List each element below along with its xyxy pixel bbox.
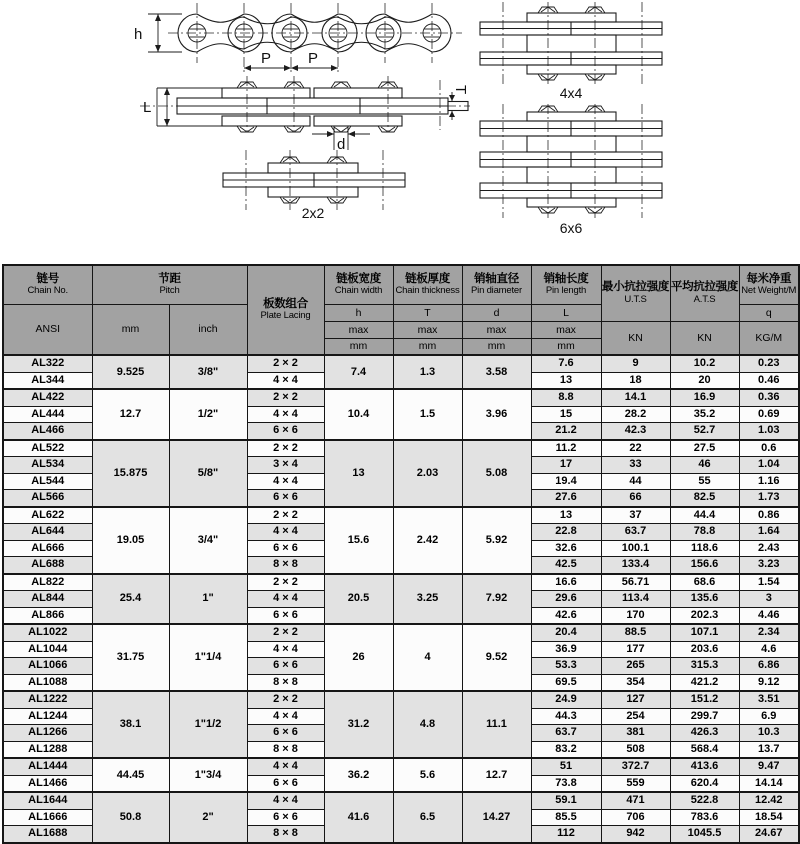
chain-width-cell: 7.4 bbox=[324, 355, 393, 389]
pitch-inch-cell: 1/2" bbox=[169, 389, 247, 440]
plate-lacing-cell: 2 × 2 bbox=[247, 389, 324, 406]
chain-no-cell: AL844 bbox=[3, 591, 92, 608]
dim-label-t: T bbox=[452, 85, 469, 95]
net-weight-cell: 1.54 bbox=[739, 574, 799, 591]
net-weight-cell: 1.03 bbox=[739, 423, 799, 440]
chain-no-cell: AL422 bbox=[3, 389, 92, 406]
diagram-section bbox=[0, 0, 800, 264]
chain-thickness-cell: 1.5 bbox=[393, 389, 462, 440]
header-pitch-mm: mm bbox=[92, 305, 169, 356]
pitch-mm-cell: 19.05 bbox=[92, 507, 169, 574]
lacing-6x6-label: 6x6 bbox=[559, 220, 583, 236]
pin-diameter-cell: 5.08 bbox=[462, 440, 531, 507]
header-plate-lacing-en: Plate Lacing bbox=[260, 310, 311, 322]
net-weight-cell: 3.51 bbox=[739, 691, 799, 708]
chain-width-cell: 41.6 bbox=[324, 792, 393, 843]
header-net-weight-en: Net Weight/M bbox=[741, 285, 797, 297]
header-pitch-en: Pitch bbox=[159, 285, 180, 297]
pin-diameter-cell: 14.27 bbox=[462, 792, 531, 843]
pin-length-cell: 22.8 bbox=[531, 524, 601, 541]
lacing-2x2-label: 2x2 bbox=[301, 205, 325, 221]
pitch-mm-cell: 44.45 bbox=[92, 758, 169, 792]
chain-no-cell: AL1222 bbox=[3, 691, 92, 708]
header-chain-thickness-en: Chain thickness bbox=[395, 285, 460, 297]
chain-no-cell: AL1066 bbox=[3, 658, 92, 675]
chain-no-cell: AL1088 bbox=[3, 674, 92, 691]
dim-label-d: d bbox=[337, 136, 346, 153]
net-weight-cell: 4.46 bbox=[739, 607, 799, 624]
net-weight-cell: 12.42 bbox=[739, 792, 799, 809]
header-net-weight bbox=[739, 265, 799, 305]
plate-lacing-cell: 6 × 6 bbox=[247, 809, 324, 826]
uts-cell: 254 bbox=[601, 708, 670, 725]
uts-cell: 265 bbox=[601, 658, 670, 675]
pitch-mm-cell: 12.7 bbox=[92, 389, 169, 440]
pin-length-cell: 20.4 bbox=[531, 624, 601, 641]
plate-lacing-cell: 2 × 2 bbox=[247, 440, 324, 457]
header-unit-d: mm bbox=[462, 339, 531, 356]
header-unit-h: mm bbox=[324, 339, 393, 356]
ats-cell: 783.6 bbox=[670, 809, 739, 826]
chain-width-cell: 15.6 bbox=[324, 507, 393, 574]
net-weight-cell: 10.3 bbox=[739, 725, 799, 742]
plate-lacing-cell: 6 × 6 bbox=[247, 607, 324, 624]
uts-cell: 508 bbox=[601, 741, 670, 758]
spec-table-body bbox=[3, 355, 799, 843]
net-weight-cell: 6.9 bbox=[739, 708, 799, 725]
chain-thickness-cell: 2.03 bbox=[393, 440, 462, 507]
ats-cell: 203.6 bbox=[670, 641, 739, 658]
pitch-inch-cell: 2" bbox=[169, 792, 247, 843]
ats-cell: 413.6 bbox=[670, 758, 739, 775]
header-max-l: max bbox=[531, 322, 601, 339]
dim-label-h: h bbox=[134, 26, 143, 43]
pitch-inch-cell: 1"1/4 bbox=[169, 624, 247, 691]
lacing-4x4-diagram bbox=[480, 2, 662, 101]
net-weight-cell: 0.23 bbox=[739, 355, 799, 372]
header-sym-d: d bbox=[462, 305, 531, 322]
uts-cell: 22 bbox=[601, 440, 670, 457]
chain-no-cell: AL1044 bbox=[3, 641, 92, 658]
ats-cell: 68.6 bbox=[670, 574, 739, 591]
header-ats-unit: KN bbox=[670, 322, 739, 356]
plate-lacing-cell: 6 × 6 bbox=[247, 423, 324, 440]
ats-cell: 27.5 bbox=[670, 440, 739, 457]
uts-cell: 113.4 bbox=[601, 591, 670, 608]
pin-length-cell: 21.2 bbox=[531, 423, 601, 440]
plate-lacing-cell: 2 × 2 bbox=[247, 624, 324, 641]
chain-no-cell: AL466 bbox=[3, 423, 92, 440]
plate-lacing-cell: 2 × 2 bbox=[247, 691, 324, 708]
header-pin-length bbox=[531, 265, 601, 305]
header-plate-lacing bbox=[247, 265, 324, 355]
pin-length-cell: 36.9 bbox=[531, 641, 601, 658]
header-pitch-zh: 节距 bbox=[158, 272, 181, 285]
header-ansi: ANSI bbox=[3, 305, 92, 356]
uts-cell: 44 bbox=[601, 473, 670, 490]
uts-cell: 942 bbox=[601, 826, 670, 843]
chain-width-cell: 13 bbox=[324, 440, 393, 507]
header-pin-diameter-zh: 销轴直径 bbox=[474, 272, 519, 285]
plate-lacing-cell: 6 × 6 bbox=[247, 775, 324, 792]
ats-cell: 52.7 bbox=[670, 423, 739, 440]
plate-lacing-cell: 4 × 4 bbox=[247, 758, 324, 775]
header-uts-en: U.T.S bbox=[624, 293, 647, 305]
net-weight-cell: 9.12 bbox=[739, 674, 799, 691]
uts-cell: 9 bbox=[601, 355, 670, 372]
header-net-weight-zh: 每米净重 bbox=[746, 272, 792, 285]
net-weight-cell: 1.04 bbox=[739, 457, 799, 474]
plate-lacing-cell: 8 × 8 bbox=[247, 557, 324, 574]
header-unit-t: mm bbox=[393, 339, 462, 356]
net-weight-cell: 6.86 bbox=[739, 658, 799, 675]
pin-length-cell: 59.1 bbox=[531, 792, 601, 809]
plate-lacing-cell: 4 × 4 bbox=[247, 708, 324, 725]
net-weight-cell: 0.86 bbox=[739, 507, 799, 524]
ats-cell: 299.7 bbox=[670, 708, 739, 725]
uts-cell: 37 bbox=[601, 507, 670, 524]
table-row bbox=[3, 792, 799, 809]
pin-length-cell: 51 bbox=[531, 758, 601, 775]
plate-lacing-cell: 4 × 4 bbox=[247, 641, 324, 658]
net-weight-cell: 2.34 bbox=[739, 624, 799, 641]
plate-lacing-cell: 4 × 4 bbox=[247, 524, 324, 541]
chain-thickness-cell: 5.6 bbox=[393, 758, 462, 792]
chain-no-cell: AL344 bbox=[3, 372, 92, 389]
chain-no-cell: AL666 bbox=[3, 540, 92, 557]
pin-length-cell: 29.6 bbox=[531, 591, 601, 608]
uts-cell: 177 bbox=[601, 641, 670, 658]
ats-cell: 55 bbox=[670, 473, 739, 490]
pitch-inch-cell: 1" bbox=[169, 574, 247, 625]
pin-length-cell: 69.5 bbox=[531, 674, 601, 691]
ats-cell: 421.2 bbox=[670, 674, 739, 691]
net-weight-cell: 3.23 bbox=[739, 557, 799, 574]
chain-thickness-cell: 4 bbox=[393, 624, 462, 691]
header-sym-h: h bbox=[324, 305, 393, 322]
net-weight-cell: 3 bbox=[739, 591, 799, 608]
uts-cell: 18 bbox=[601, 372, 670, 389]
chain-no-cell: AL522 bbox=[3, 440, 92, 457]
pitch-mm-cell: 15.875 bbox=[92, 440, 169, 507]
plate-lacing-cell: 6 × 6 bbox=[247, 725, 324, 742]
pin-diameter-cell: 12.7 bbox=[462, 758, 531, 792]
uts-cell: 170 bbox=[601, 607, 670, 624]
plate-lacing-cell: 4 × 4 bbox=[247, 406, 324, 423]
header-pin-length-zh: 销轴长度 bbox=[543, 272, 589, 285]
chain-no-cell: AL1466 bbox=[3, 775, 92, 792]
header-chain-no-zh: 链号 bbox=[36, 272, 59, 285]
table-row bbox=[3, 440, 799, 457]
pin-length-cell: 83.2 bbox=[531, 741, 601, 758]
ats-cell: 1045.5 bbox=[670, 826, 739, 843]
plate-lacing-cell: 2 × 2 bbox=[247, 355, 324, 372]
uts-cell: 63.7 bbox=[601, 524, 670, 541]
pin-length-cell: 27.6 bbox=[531, 490, 601, 507]
ats-cell: 82.5 bbox=[670, 490, 739, 507]
ats-cell: 44.4 bbox=[670, 507, 739, 524]
header-ats bbox=[670, 265, 739, 322]
uts-cell: 56.71 bbox=[601, 574, 670, 591]
chain-thickness-cell: 1.3 bbox=[393, 355, 462, 389]
plate-lacing-cell: 2 × 2 bbox=[247, 574, 324, 591]
chain-no-cell: AL822 bbox=[3, 574, 92, 591]
uts-cell: 559 bbox=[601, 775, 670, 792]
chain-thickness-cell: 4.8 bbox=[393, 691, 462, 758]
ats-cell: 46 bbox=[670, 457, 739, 474]
pin-length-cell: 8.8 bbox=[531, 389, 601, 406]
pin-length-cell: 73.8 bbox=[531, 775, 601, 792]
chain-thickness-cell: 2.42 bbox=[393, 507, 462, 574]
dim-label-p-left: P bbox=[261, 50, 272, 67]
header-chain-no-en: Chain No. bbox=[27, 285, 68, 297]
header-sym-l: L bbox=[531, 305, 601, 322]
header-plate-lacing-zh: 板数组合 bbox=[263, 297, 308, 310]
ats-cell: 426.3 bbox=[670, 725, 739, 742]
uts-cell: 100.1 bbox=[601, 540, 670, 557]
ats-cell: 118.6 bbox=[670, 540, 739, 557]
lacing-4x4-label: 4x4 bbox=[559, 85, 583, 101]
spec-table-header bbox=[3, 265, 799, 355]
table-row bbox=[3, 355, 799, 372]
header-sym-t: T bbox=[393, 305, 462, 322]
plate-lacing-cell: 6 × 6 bbox=[247, 540, 324, 557]
table-row bbox=[3, 758, 799, 775]
plate-lacing-cell: 6 × 6 bbox=[247, 490, 324, 507]
chain-no-cell: AL1022 bbox=[3, 624, 92, 641]
net-weight-cell: 14.14 bbox=[739, 775, 799, 792]
pin-length-cell: 85.5 bbox=[531, 809, 601, 826]
chain-no-cell: AL322 bbox=[3, 355, 92, 372]
header-chain-width-zh: 链板宽度 bbox=[336, 272, 381, 285]
pin-length-cell: 17 bbox=[531, 457, 601, 474]
chain-width-cell: 26 bbox=[324, 624, 393, 691]
header-chain-thickness-zh: 链板厚度 bbox=[405, 272, 450, 285]
header-uts-zh: 最小抗拉强度 bbox=[601, 281, 670, 294]
ats-cell: 35.2 bbox=[670, 406, 739, 423]
ats-cell: 156.6 bbox=[670, 557, 739, 574]
table-row bbox=[3, 507, 799, 524]
chain-width-cell: 36.2 bbox=[324, 758, 393, 792]
pitch-inch-cell: 1"1/2 bbox=[169, 691, 247, 758]
uts-cell: 372.7 bbox=[601, 758, 670, 775]
pin-length-cell: 53.3 bbox=[531, 658, 601, 675]
pin-length-cell: 7.6 bbox=[531, 355, 601, 372]
chain-spec-table bbox=[2, 264, 800, 844]
header-chain-no bbox=[3, 265, 92, 305]
uts-cell: 66 bbox=[601, 490, 670, 507]
uts-cell: 133.4 bbox=[601, 557, 670, 574]
net-weight-cell: 9.47 bbox=[739, 758, 799, 775]
plate-lacing-cell: 8 × 8 bbox=[247, 826, 324, 843]
uts-cell: 127 bbox=[601, 691, 670, 708]
ats-cell: 10.2 bbox=[670, 355, 739, 372]
uts-cell: 381 bbox=[601, 725, 670, 742]
pitch-mm-cell: 25.4 bbox=[92, 574, 169, 625]
plate-lacing-cell: 4 × 4 bbox=[247, 792, 324, 809]
lacing-6x6-diagram bbox=[480, 104, 662, 236]
pin-diameter-cell: 7.92 bbox=[462, 574, 531, 625]
pin-length-cell: 13 bbox=[531, 372, 601, 389]
header-uts-unit: KN bbox=[601, 322, 670, 356]
pin-diameter-cell: 3.58 bbox=[462, 355, 531, 389]
uts-cell: 471 bbox=[601, 792, 670, 809]
pitch-mm-cell: 38.1 bbox=[92, 691, 169, 758]
plate-lacing-cell: 8 × 8 bbox=[247, 674, 324, 691]
pin-length-cell: 11.2 bbox=[531, 440, 601, 457]
pin-length-cell: 63.7 bbox=[531, 725, 601, 742]
net-weight-cell: 24.67 bbox=[739, 826, 799, 843]
table-row bbox=[3, 574, 799, 591]
pin-diameter-cell: 9.52 bbox=[462, 624, 531, 691]
net-weight-cell: 0.69 bbox=[739, 406, 799, 423]
chain-plan-view-diagram bbox=[140, 76, 470, 153]
pitch-mm-cell: 9.525 bbox=[92, 355, 169, 389]
chain-no-cell: AL1644 bbox=[3, 792, 92, 809]
chain-no-cell: AL1688 bbox=[3, 826, 92, 843]
header-unit-l: mm bbox=[531, 339, 601, 356]
uts-cell: 42.3 bbox=[601, 423, 670, 440]
net-weight-cell: 18.54 bbox=[739, 809, 799, 826]
header-pin-diameter bbox=[462, 265, 531, 305]
header-chain-thickness bbox=[393, 265, 462, 305]
pin-length-cell: 44.3 bbox=[531, 708, 601, 725]
table-row bbox=[3, 624, 799, 641]
ats-cell: 620.4 bbox=[670, 775, 739, 792]
ats-cell: 568.4 bbox=[670, 741, 739, 758]
header-max-d: max bbox=[462, 322, 531, 339]
header-pitch bbox=[92, 265, 247, 305]
table-row bbox=[3, 691, 799, 708]
pitch-mm-cell: 50.8 bbox=[92, 792, 169, 843]
pitch-inch-cell: 3/8" bbox=[169, 355, 247, 389]
uts-cell: 88.5 bbox=[601, 624, 670, 641]
header-uts bbox=[601, 265, 670, 322]
pin-length-cell: 112 bbox=[531, 826, 601, 843]
chain-no-cell: AL688 bbox=[3, 557, 92, 574]
header-pin-length-en: Pin length bbox=[545, 285, 587, 297]
ats-cell: 315.3 bbox=[670, 658, 739, 675]
header-pin-diameter-en: Pin diameter bbox=[471, 285, 522, 297]
pin-length-cell: 32.6 bbox=[531, 540, 601, 557]
header-max-h: max bbox=[324, 322, 393, 339]
table-row bbox=[3, 389, 799, 406]
pitch-inch-cell: 5/8" bbox=[169, 440, 247, 507]
pitch-inch-cell: 3/4" bbox=[169, 507, 247, 574]
pin-length-cell: 42.5 bbox=[531, 557, 601, 574]
pin-length-cell: 13 bbox=[531, 507, 601, 524]
chain-width-cell: 10.4 bbox=[324, 389, 393, 440]
pin-length-cell: 15 bbox=[531, 406, 601, 423]
uts-cell: 706 bbox=[601, 809, 670, 826]
pin-length-cell: 19.4 bbox=[531, 473, 601, 490]
uts-cell: 28.2 bbox=[601, 406, 670, 423]
chain-thickness-cell: 6.5 bbox=[393, 792, 462, 843]
header-pitch-inch: inch bbox=[169, 305, 247, 356]
net-weight-cell: 0.6 bbox=[739, 440, 799, 457]
pin-length-cell: 24.9 bbox=[531, 691, 601, 708]
header-weight-unit: KG/M bbox=[739, 322, 799, 356]
net-weight-cell: 0.46 bbox=[739, 372, 799, 389]
chain-no-cell: AL534 bbox=[3, 457, 92, 474]
ats-cell: 135.6 bbox=[670, 591, 739, 608]
chain-no-cell: AL1666 bbox=[3, 809, 92, 826]
pin-length-cell: 16.6 bbox=[531, 574, 601, 591]
header-max-t: max bbox=[393, 322, 462, 339]
chain-no-cell: AL644 bbox=[3, 524, 92, 541]
lacing-2x2-diagram bbox=[223, 150, 405, 221]
pitch-mm-cell: 31.75 bbox=[92, 624, 169, 691]
chain-no-cell: AL444 bbox=[3, 406, 92, 423]
net-weight-cell: 1.73 bbox=[739, 490, 799, 507]
chain-width-cell: 20.5 bbox=[324, 574, 393, 625]
pin-diameter-cell: 5.92 bbox=[462, 507, 531, 574]
pin-length-cell: 42.6 bbox=[531, 607, 601, 624]
header-chain-width-en: Chain width bbox=[334, 285, 383, 297]
pin-diameter-cell: 11.1 bbox=[462, 691, 531, 758]
net-weight-cell: 13.7 bbox=[739, 741, 799, 758]
chain-no-cell: AL622 bbox=[3, 507, 92, 524]
header-ats-en: A.T.S bbox=[693, 293, 716, 305]
ats-cell: 20 bbox=[670, 372, 739, 389]
dim-label-l: L bbox=[143, 99, 152, 116]
uts-cell: 33 bbox=[601, 457, 670, 474]
chain-no-cell: AL566 bbox=[3, 490, 92, 507]
plate-lacing-cell: 4 × 4 bbox=[247, 372, 324, 389]
chain-width-cell: 31.2 bbox=[324, 691, 393, 758]
ats-cell: 107.1 bbox=[670, 624, 739, 641]
header-chain-width bbox=[324, 265, 393, 305]
net-weight-cell: 2.43 bbox=[739, 540, 799, 557]
chain-side-view-diagram bbox=[134, 3, 462, 73]
ats-cell: 151.2 bbox=[670, 691, 739, 708]
chain-no-cell: AL1266 bbox=[3, 725, 92, 742]
dim-label-p-right: P bbox=[308, 50, 319, 67]
header-ats-zh: 平均抗拉强度 bbox=[670, 281, 739, 294]
plate-lacing-cell: 8 × 8 bbox=[247, 741, 324, 758]
plate-lacing-cell: 6 × 6 bbox=[247, 658, 324, 675]
plate-lacing-cell: 4 × 4 bbox=[247, 591, 324, 608]
chain-no-cell: AL544 bbox=[3, 473, 92, 490]
chain-no-cell: AL1244 bbox=[3, 708, 92, 725]
plate-lacing-cell: 4 × 4 bbox=[247, 473, 324, 490]
ats-cell: 202.3 bbox=[670, 607, 739, 624]
plate-lacing-cell: 2 × 2 bbox=[247, 507, 324, 524]
uts-cell: 354 bbox=[601, 674, 670, 691]
chain-no-cell: AL1444 bbox=[3, 758, 92, 775]
chain-no-cell: AL866 bbox=[3, 607, 92, 624]
header-sym-q: q bbox=[739, 305, 799, 322]
net-weight-cell: 4.6 bbox=[739, 641, 799, 658]
pitch-inch-cell: 1"3/4 bbox=[169, 758, 247, 792]
net-weight-cell: 1.16 bbox=[739, 473, 799, 490]
chain-no-cell: AL1288 bbox=[3, 741, 92, 758]
ats-cell: 78.8 bbox=[670, 524, 739, 541]
uts-cell: 14.1 bbox=[601, 389, 670, 406]
ats-cell: 16.9 bbox=[670, 389, 739, 406]
ats-cell: 522.8 bbox=[670, 792, 739, 809]
net-weight-cell: 1.64 bbox=[739, 524, 799, 541]
pin-diameter-cell: 3.96 bbox=[462, 389, 531, 440]
plate-lacing-cell: 3 × 4 bbox=[247, 457, 324, 474]
chain-thickness-cell: 3.25 bbox=[393, 574, 462, 625]
net-weight-cell: 0.36 bbox=[739, 389, 799, 406]
diagram-canvas bbox=[0, 0, 800, 264]
